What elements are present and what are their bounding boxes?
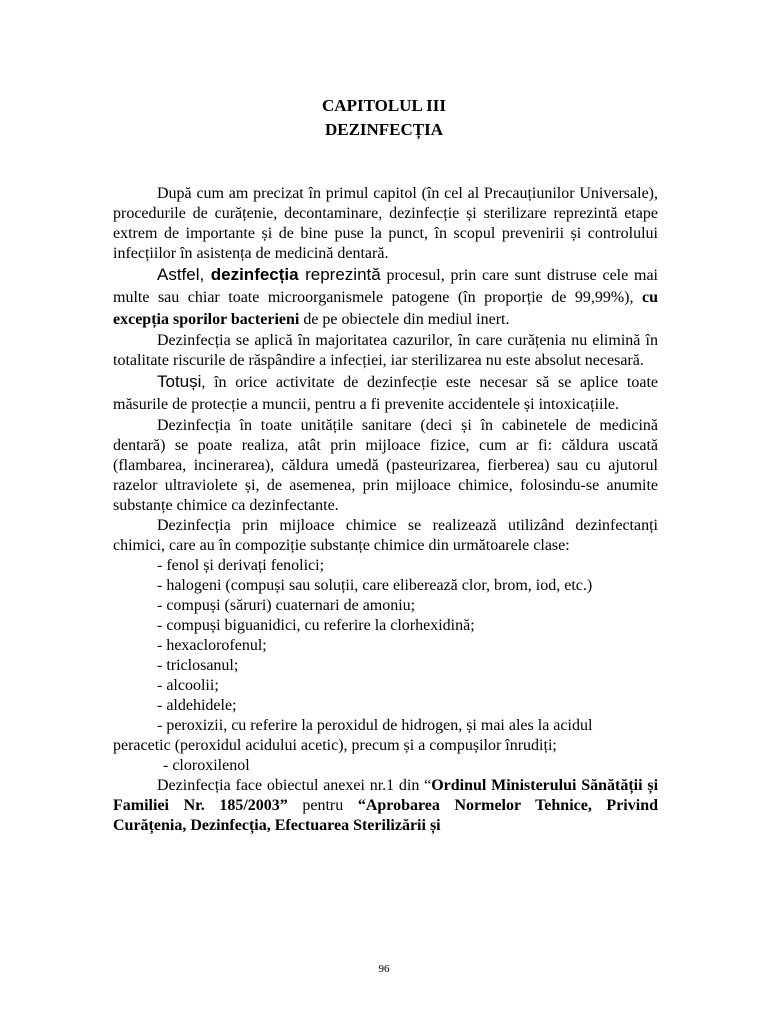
paragraph-methods: Dezinfecția în toate unitățile sanitare (deci și în cabinetele de medicină dentară) se poate realiza, atât prin mijloace fizice, cum ar fi: căldura uscată (flambarea, incinerarea), căldura umedă (pasteurizarea, fierberea) sau cu ajutorul razelor ultraviolete și, de asemenea, prin mijloace chimice, folosindu-se anumite substanțe chimice ca dezinfectante.: [113, 417, 658, 514]
chapter-title: DEZINFECȚIA: [324, 120, 444, 139]
definition-verb: reprezintă: [298, 265, 381, 284]
list-item: - peroxizii, cu referire la peroxidul de hidrogen, și mai ales la acidul: [157, 717, 593, 734]
chapter-number: CAPITOLUL III: [322, 96, 446, 115]
paragraph-application: Dezinfecția se aplică în majoritatea cazurilor, în care curățenia nu elimină în totalitate riscurile de răspândire a infecției, iar sterilizarea nu este absolut necesară.: [113, 332, 658, 369]
list-item-continuation: peracetic (peroxidul acidului acetic), precum și a compușilor înrudiți;: [113, 737, 557, 754]
paragraph-intro: După cum am precizat în primul capitol (în cel al Precauțiunilor Universale), procedurile de curățenie, decontaminare, dezinfecție și sterilizare reprezintă etape extrem de importante și de bine puse la punct, în scopul prevenirii și controlului infecțiilor în asistența de medicină dentară.: [113, 185, 658, 262]
chapter-body: [113, 184, 658, 836]
safety-lead: Totuși: [157, 372, 202, 391]
definition-term: dezinfecția: [210, 265, 299, 284]
paragraph-definition: [113, 264, 658, 331]
paragraph-legislation: [113, 776, 658, 836]
definition-end: de pe obiectele din mediul inert.: [299, 311, 510, 328]
page-number: 96: [378, 963, 390, 975]
legislation-connector: pentru: [287, 797, 358, 814]
paragraph-chemical: Dezinfecția prin mijloace chimice se realizează utilizând dezinfectanți chimici, care au în compoziție substanțe chimice din următoarele clase:: [113, 517, 658, 554]
definition-lead: Astfel,: [157, 265, 211, 284]
chemical-classes-list: [113, 556, 658, 776]
list-item: - alcoolii;: [157, 677, 219, 694]
list-item: - aldehidele;: [157, 697, 237, 714]
list-item: - compuși (săruri) cuaternari de amoniu;: [157, 597, 416, 614]
list-item: - halogeni (compuși sau soluții, care eliberează clor, brom, iod, etc.): [157, 577, 593, 594]
list-item: - fenol și derivați fenolici;: [157, 557, 325, 574]
list-item: - compuși biguanidici, cu referire la clorhexidină;: [157, 617, 475, 634]
legislation-lead: Dezinfecția face obiectul anexei nr.1 din “: [157, 777, 432, 794]
definition-text: procesul, prin care sunt distruse cele mai multe sau chiar toate microorganismele patogene (în proporție de 99,99%),: [113, 267, 658, 306]
legislation-order: Ordinul Ministerului Sănătății și Familiei Nr. 185/2003”: [113, 777, 659, 814]
list-item: - cloroxilenol: [163, 757, 250, 774]
legislation-title: “Aprobarea Normelor Tehnice, Privind Curățenia, Dezinfecția, Efectuarea Sterilizării și: [113, 797, 658, 834]
list-item: - triclosanul;: [157, 657, 239, 674]
list-item: - hexaclorofenul;: [157, 637, 267, 654]
paragraph-safety: [113, 371, 658, 416]
definition-exception: cu excepția sporilor bacterieni: [113, 289, 658, 328]
safety-text: , în orice activitate de dezinfecție este necesar să se aplice toate măsurile de protecție a muncii, pentru a fi prevenite accidentele și intoxicațiile.: [113, 374, 658, 413]
